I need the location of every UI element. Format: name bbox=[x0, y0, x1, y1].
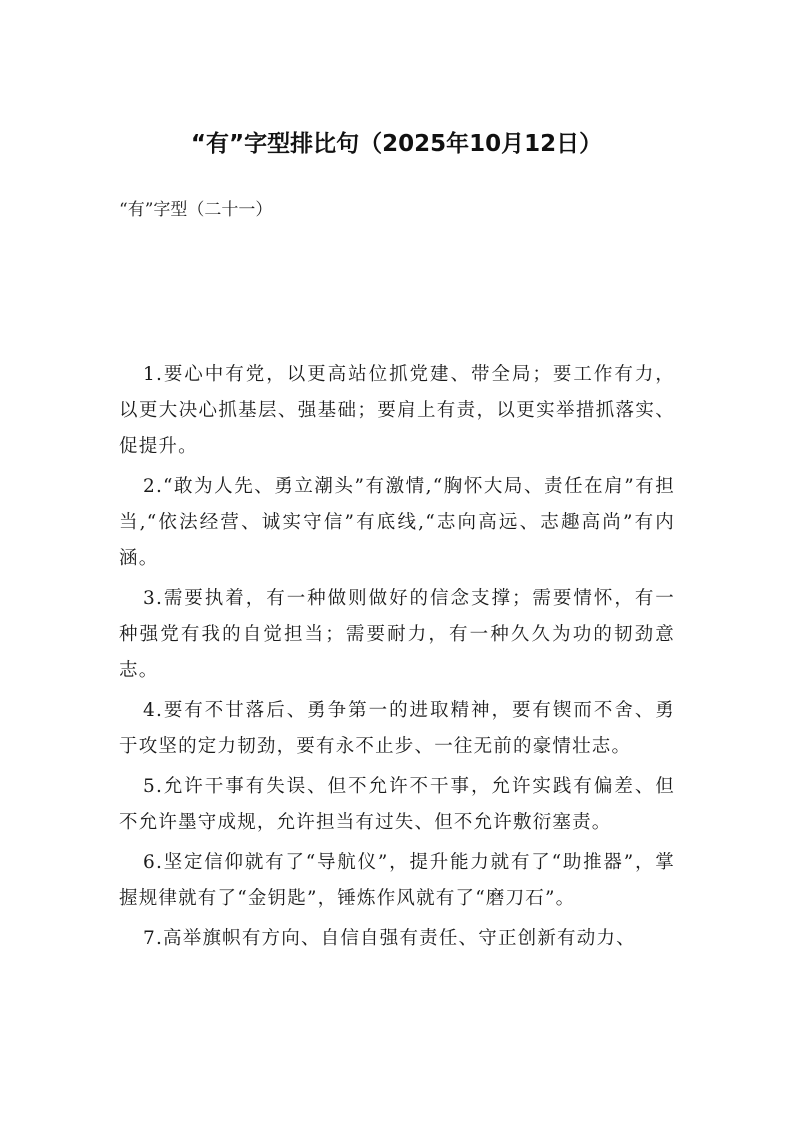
paragraph-item-3: 3.需要执着，有一种做则做好的信念支撑；需要情怀，有一种强党有我的自觉担当；需要耐力，有一种久久为功的韧劲意志。 bbox=[119, 588, 675, 681]
paragraph-item-1: 1.要心中有党，以更高站位抓党建、带全局；要工作有力，以更大决心抓基层、强基础；要肩上有责，以更实举措抓落实、促提升。 bbox=[119, 364, 675, 457]
document-subtitle: “有”字型（二十一） bbox=[119, 200, 273, 220]
paragraph-item-4: 4.要有不甘落后、勇争第一的进取精神，要有锲而不舍、勇于攻坚的定力韧劲，要有永不止步、一往无前的豪情壮志。 bbox=[119, 700, 675, 757]
paragraph-item-5: 5.允许干事有失误、但不允许不干事，允许实践有偏差、但不允许墨守成规，允许担当有过失、但不允许敷衍塞责。 bbox=[119, 776, 675, 833]
paragraph-item-2: 2.“敢为人先、勇立潮头”有激情,“胸怀大局、责任在肩”有担当,“依法经营、诚实守信”有底线,“志向高远、志趣高尚”有内涵。 bbox=[119, 476, 675, 569]
paragraph-item-7: 7.高举旗帜有方向、自信自强有责任、守正创新有动力、 bbox=[143, 928, 636, 949]
document-title: “有”字型排比句（2025年10月12日） bbox=[190, 131, 603, 157]
paragraph-item-6: 6.坚定信仰就有了“导航仪”，提升能力就有了“助推器”，掌握规律就有了“金钥匙”，锤炼作风就有了“磨刀石”。 bbox=[119, 852, 675, 909]
paragraph-list bbox=[119, 357, 675, 961]
